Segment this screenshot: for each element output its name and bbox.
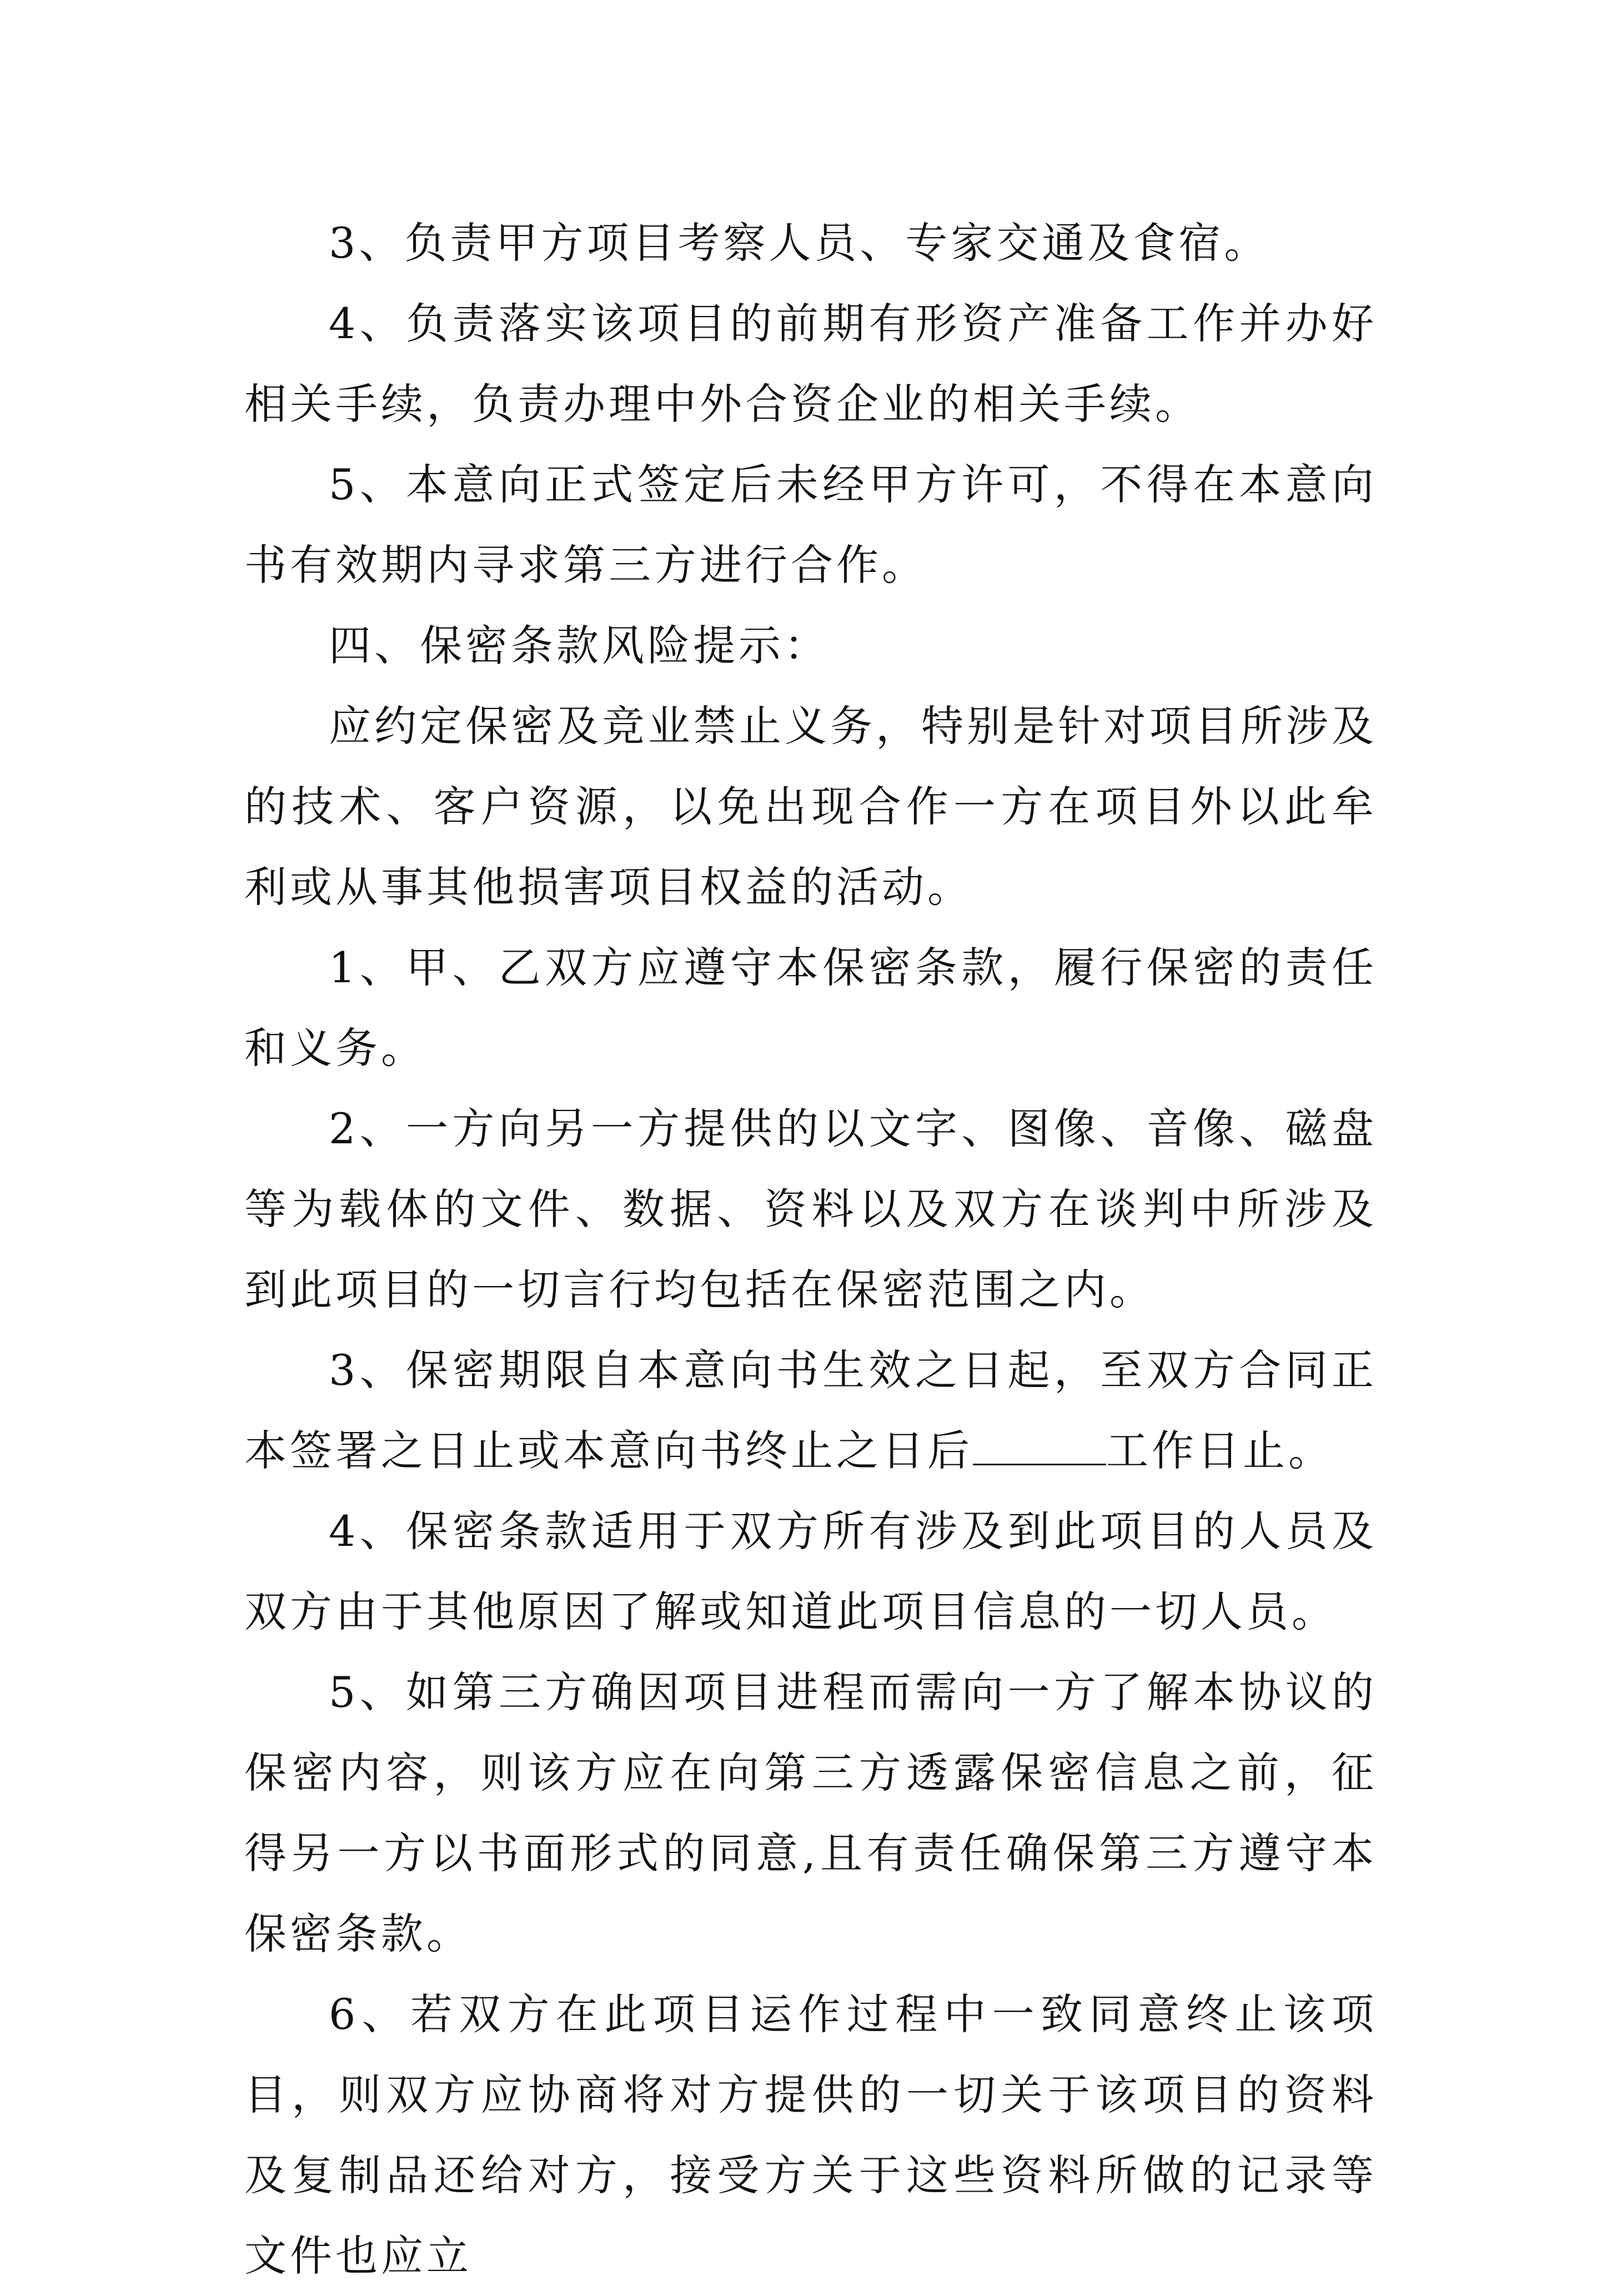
paragraph-item-5-duty: 5、本意向正式签定后未经甲方许可，不得在本意向书有效期内寻求第三方进行合作。 bbox=[244, 460, 1377, 590]
section-heading-confidentiality: 四、保密条款风险提示： bbox=[329, 621, 830, 670]
paragraph-item-3-duty: 3、负责甲方项目考察人员、专家交通及食宿。 bbox=[329, 218, 1270, 268]
paragraph-clause-3 bbox=[244, 1330, 1377, 1491]
paragraph-clause-5: 5、如第三方确因项目进程而需向一方了解本协议的保密内容，则该方应在向第三方透露保密信息之前，征得另一方以书面形式的同意,且有责任确保第三方遵守本保密条款。 bbox=[244, 1667, 1377, 1958]
paragraph-clause-2: 2、一方向另一方提供的以文字、图像、音像、磁盘等为载体的文件、数据、资料以及双方在谈判中所涉及到此项目的一切言行均包括在保密范围之内。 bbox=[244, 1104, 1377, 1314]
blank-fill-line bbox=[973, 1425, 1106, 1465]
clause-3-text-before: 3、保密期限自本意向书生效之日起，至双方合同正本签署之日止或本意向书终止之日后 bbox=[244, 1345, 1377, 1475]
clause-3-text-after: 工作日止。 bbox=[1106, 1426, 1334, 1475]
paragraph-clause-6: 6、若双方在此项目运作过程中一致同意终止该项目，则双方应协商将对方提供的一切关于该项目的资料及复制品还给对方，接受方关于这些资料所做的记录等文件也应立 bbox=[244, 1989, 1377, 2280]
paragraph-item-4-duty: 4、负责落实该项目的前期有形资产准备工作并办好相关手续，负责办理中外合资企业的相关手续。 bbox=[244, 299, 1377, 429]
document-body bbox=[244, 203, 1377, 2296]
paragraph-clause-1: 1、甲、乙双方应遵守本保密条款，履行保密的责任和义务。 bbox=[244, 943, 1377, 1073]
paragraph-confidentiality-intro: 应约定保密及竞业禁止义务，特别是针对项目所涉及的技术、客户资源，以免出现合作一方在项目外以此牟利或从事其他损害项目权益的活动。 bbox=[244, 701, 1377, 912]
paragraph-clause-4: 4、保密条款适用于双方所有涉及到此项目的人员及双方由于其他原因了解或知道此项目信息的一切人员。 bbox=[244, 1506, 1377, 1636]
